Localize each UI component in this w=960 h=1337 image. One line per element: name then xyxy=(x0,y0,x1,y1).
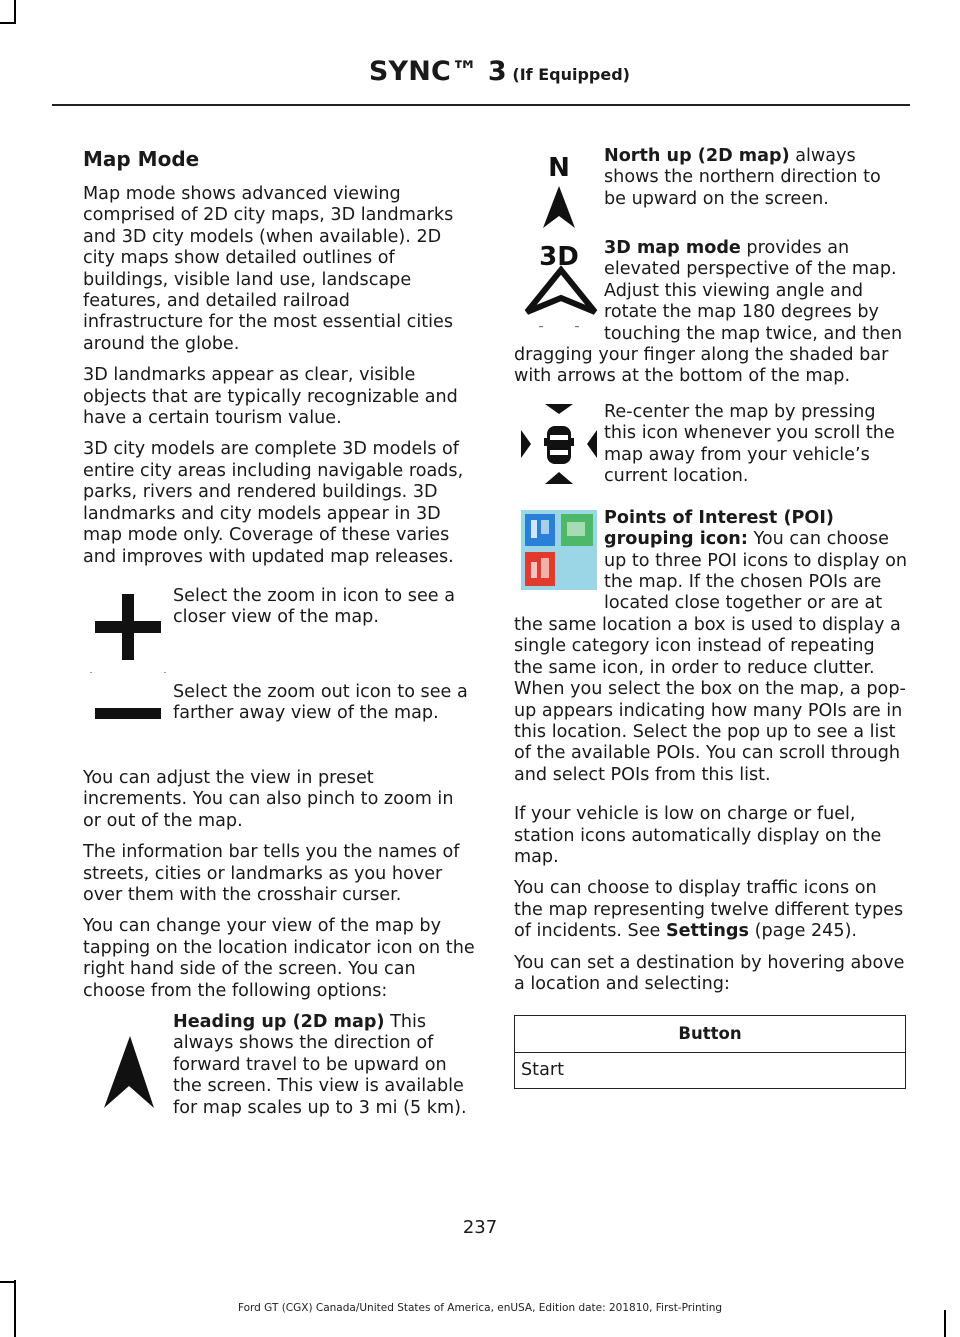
heading-up-item xyxy=(83,1012,475,1144)
zoom-out-item xyxy=(83,682,475,752)
poi-grouping-icon xyxy=(514,508,604,600)
north-up-icon xyxy=(514,146,604,238)
zoom-out-icon xyxy=(83,682,173,752)
paragraph-3d-landmarks: 3D landmarks appear as clear, visible objects that are typically recognizable and have a certain tourism value. xyxy=(83,365,458,429)
poi-item xyxy=(514,508,907,786)
heading-up-text xyxy=(173,1012,475,1119)
paragraph-3d-city-models: 3D city models are complete 3D models of entire city areas including navigable roads, parks, rivers and rendered buildings. 3D landmarks and city models appear in 3D map mode only. Coverage of these varies and improves with updated map releases. xyxy=(83,439,464,567)
footer-edition: Ford GT (CGX) Canada/United States of America, enUSA, Edition date: 201810, First-Printing xyxy=(237,1302,723,1314)
crop-mark xyxy=(944,1310,946,1337)
recenter-icon xyxy=(514,402,604,502)
table-header-button: Button xyxy=(515,1016,906,1052)
zoom-out-text: Select the zoom out icon to see a farther away view of the map. xyxy=(173,681,468,724)
crop-mark xyxy=(0,1281,16,1283)
right-column xyxy=(514,146,907,1089)
settings-link[interactable]: Settings xyxy=(665,921,749,942)
paragraph-low-fuel: If your vehicle is low on charge or fuel, station icons automatically display on the map. xyxy=(514,804,882,867)
crop-mark xyxy=(0,22,16,24)
poi-term: Points of Interest (POI) grouping icon: xyxy=(604,507,834,550)
poi-description: You can choose up to three POI icons to display on the map. If the chosen POIs are located close together or are at the same location a box is used to display a single category icon instead of repeating the same icon, in order to reduce clutter. When you select the box on the map, a pop-up appears indicating how many POIs are in this location. Select the pop up to see a list of the available POIs. You can scroll through and select POIs from this list. xyxy=(514,529,908,785)
button-table xyxy=(514,1015,906,1089)
map-3d-icon-label: 3D xyxy=(539,242,579,272)
header-title: SYNC™ 3 xyxy=(368,56,507,87)
map-3d-item xyxy=(514,238,907,388)
traffic-text-post: (page 245). xyxy=(749,921,858,942)
running-header xyxy=(0,56,960,87)
crop-mark xyxy=(14,0,16,24)
page-number: 237 xyxy=(462,1217,498,1238)
paragraph-change-view: You can change your view of the map by tapping on the location indicator icon on the right hand side of the screen. You can choose from the following options: xyxy=(83,916,475,1001)
north-up-description: always shows the northern direction to be upward on the screen. xyxy=(604,146,881,209)
paragraph-map-mode: Map mode shows advanced viewing comprised of 2D city maps, 3D landmarks and 3D city models (when available). 2D city maps show detailed outlines of buildings, visible land use, landscape features, and detailed railroad infrastructure for the most essential cities around the globe. xyxy=(83,184,454,354)
north-up-item xyxy=(514,146,907,238)
paragraph-traffic xyxy=(514,878,907,942)
heading-up-description: This always shows the direction of forward travel to be upward on the screen. This view is available for map scales up to 3 mi (5 km). xyxy=(173,1011,467,1118)
header-subtitle: (If Equipped) xyxy=(506,65,630,84)
heading-up-icon xyxy=(83,1012,173,1144)
heading-up-term: Heading up (2D map) xyxy=(173,1011,385,1032)
paragraph-preset-increments: You can adjust the view in preset increments. You can also pinch to zoom in or out of the map. xyxy=(83,767,454,831)
traffic-text-pre: You can choose to display traffic icons on the map representing twelve different types of incidents. See xyxy=(514,878,904,942)
table-cell-start: Start xyxy=(515,1052,906,1088)
header-rule xyxy=(52,104,910,106)
poi-blue-tile xyxy=(525,514,555,546)
map-3d-icon xyxy=(514,238,604,338)
left-column xyxy=(83,146,475,1144)
map-3d-description: provides an elevated perspective of the map. Adjust this viewing angle and rotate the map 180 degrees by touching the map twice, and then dragging your finger along the shaded bar with arrows at the bottom of the map. xyxy=(514,238,903,387)
zoom-in-icon xyxy=(83,586,173,678)
recenter-text: Re-center the map by pressing this icon whenever you scroll the map away from your vehicle’s current location. xyxy=(604,401,895,487)
north-icon-letter: N xyxy=(548,153,570,183)
zoom-in-item xyxy=(83,586,475,678)
paragraph-destination: You can set a destination by hovering above a location and selecting: xyxy=(514,952,905,994)
table-row xyxy=(515,1052,906,1088)
section-title: Map Mode xyxy=(83,147,200,171)
poi-red-tile xyxy=(525,552,555,586)
paragraph-information-bar: The information bar tells you the names of streets, cities or landmarks as you hover over them with the crosshair curser. xyxy=(83,842,460,905)
zoom-in-text: Select the zoom in icon to see a closer view of the map. xyxy=(173,585,455,628)
map-3d-term: 3D map mode xyxy=(604,238,741,258)
recenter-item xyxy=(514,402,907,502)
north-up-text xyxy=(604,146,907,210)
north-up-term: North up (2D map) xyxy=(604,146,790,166)
